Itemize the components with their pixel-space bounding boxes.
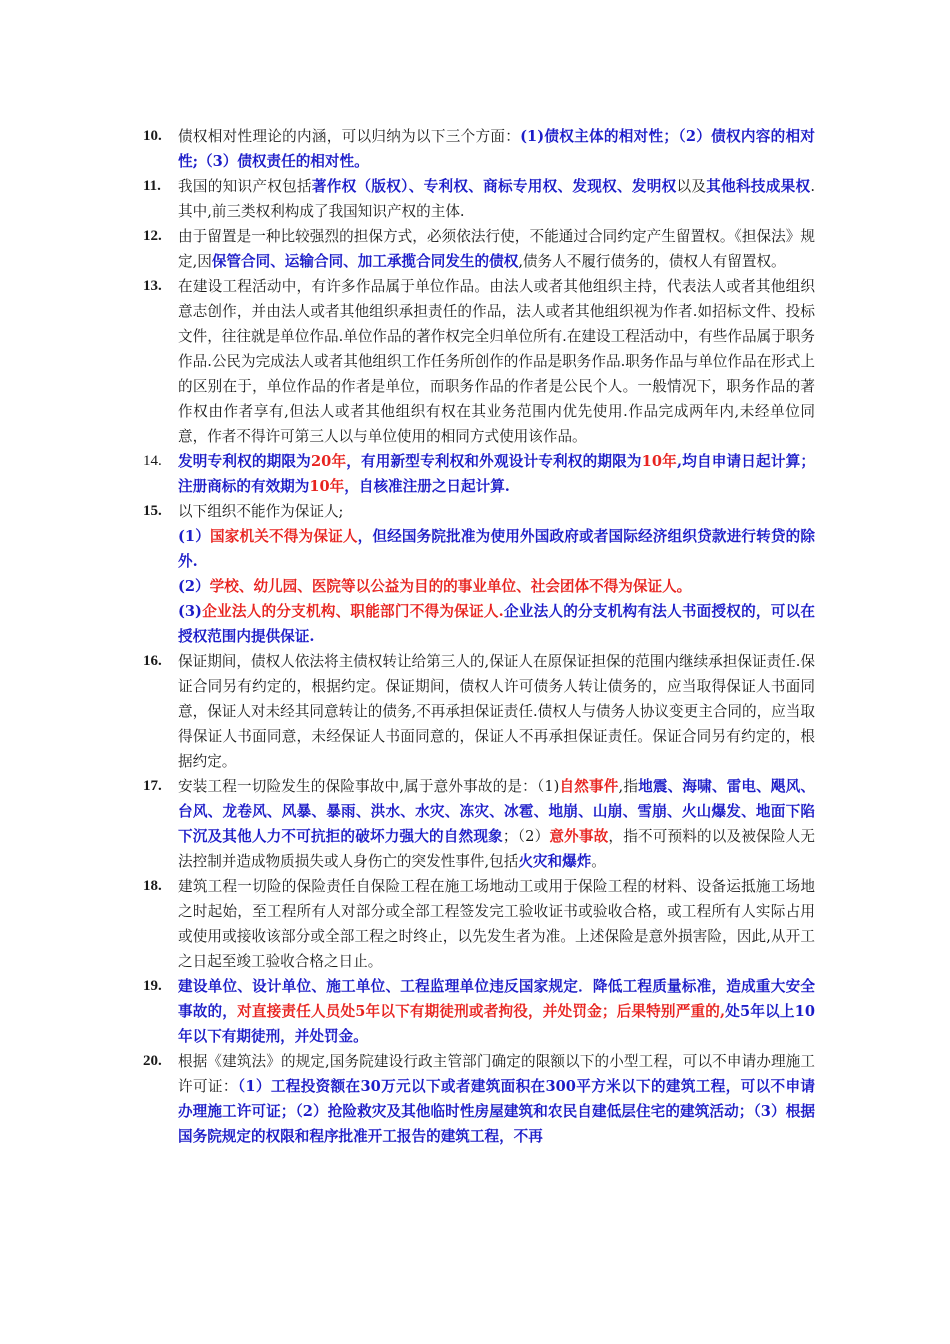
emphasis-blue-text: 火灾和爆炸	[518, 853, 592, 870]
body-text: ,债务人不履行债务的，债权人有留置权。	[518, 253, 786, 270]
emphasis-blue-text: （1）工程投资额在30万元以下或者建筑面积在300平方米以下的建筑工程，可以不申请办理施工许可证；（2）抢险救灾及其他临时性房屋建筑和农民自建低层住宅的建筑活动；（3）根据国务院规定的权限和程序批准开工报告的建筑工程，不再	[178, 1078, 815, 1145]
sub-item	[143, 599, 815, 649]
emphasis-red-text: 10年	[641, 453, 677, 470]
item-text	[178, 874, 815, 974]
body-text: 以及	[676, 178, 707, 195]
item-text	[178, 649, 815, 774]
body-text: 保证期间，债权人依法将主债权转让给第三人的,保证人在原保证担保的范围内继续承担保证责任.保证合同另有约定的，根据约定。保证期间，债权人许可债务人转让债务的，应当取得保证人书面同意，保证人对未经其同意转让的债务,不再承担保证责任.债权人与债务人协议变更主合同的，应当取得保证人书面同意，未经保证人书面同意的，保证人不再承担保证责任。保证合同另有约定的，根据约定。	[178, 653, 815, 770]
item-number: 20.	[143, 1053, 162, 1069]
item-number: 19.	[143, 978, 162, 994]
item-number: 10.	[143, 128, 162, 144]
item-number: 12.	[143, 228, 162, 244]
emphasis-blue-text: ，有用新型专利权和外观设计专利权的期限为	[346, 453, 642, 470]
emphasis-blue-text: (1）	[178, 528, 210, 545]
item-text	[178, 774, 815, 874]
emphasis-blue-text: 地震、海啸、雷电、飓风、台风、龙卷风、风暴、暴雨、洪水、水灾、冻灾、冰雹、地崩、山崩、雪崩、火山爆发、地面下陷下沉及其他人力不可抗拒的破坏力强大的自然现象	[178, 778, 815, 845]
emphasis-red-text: 意外事故	[549, 828, 609, 845]
item-number: 13.	[143, 278, 162, 294]
body-text: 以下组织不能作为保证人;	[178, 503, 344, 520]
emphasis-blue-text: (2）	[178, 578, 210, 595]
emphasis-blue-text: ,均自申请日起计算；注册商标的有效期为	[178, 453, 815, 495]
emphasis-blue-text: 著作权（版权）、专利权、商标专用权、发现权、发明权	[311, 178, 677, 195]
body-text: 债权相对性理论的内涵，可以归纳为以下三个方面：	[178, 128, 521, 145]
emphasis-blue-text: (1)债权主体的相对性；（2）债权内容的相对性;（3）债权责任的相对性。	[178, 128, 815, 170]
body-text: 我国的知识产权包括	[178, 178, 312, 195]
list-item	[143, 774, 815, 874]
emphasis-red-text: 学校、幼儿园、医院等以公益为目的的事业单位、社会团体不得为保证人。	[209, 578, 692, 595]
item-number: 17.	[143, 778, 162, 794]
list-item	[143, 974, 815, 1049]
emphasis-blue-text: 发明专利权的期限为	[178, 453, 311, 470]
item-number: 16.	[143, 653, 162, 669]
item-number: 14.	[143, 453, 162, 469]
item-text	[178, 174, 815, 224]
list-item	[143, 1049, 815, 1149]
emphasis-blue-text: ，自核准注册之日起计算.	[344, 478, 510, 495]
body-text: 由于留置是一种比较强烈的担保方式，必须依法行使，不能通过合同约定产生留置权。《担保法》规定,因	[178, 228, 815, 270]
list-item	[143, 174, 815, 224]
body-text: .其中,前三类权利构成了我国知识产权的主体.	[178, 178, 815, 220]
item-number: 15.	[143, 503, 162, 519]
list-item	[143, 499, 815, 524]
item-number: 11.	[143, 178, 161, 194]
body-text: ，指不可预料的以及被保险人无法控制并造成物质损失或人身伤亡的突发性事件,包括	[178, 828, 815, 870]
emphasis-red-text: 国家机关不得为保证人	[210, 528, 358, 545]
document-body	[143, 124, 815, 1149]
item-text	[178, 224, 815, 274]
emphasis-red-text: 企业法人的分支机构、职能部门不得为保证人.	[201, 603, 504, 620]
list-item	[143, 449, 815, 499]
body-text: ；（2）	[502, 828, 550, 845]
emphasis-red-text: 对直接责任人员处5年以下有期徒刑或者拘役，并处罚金；后果特别严重的,	[237, 1003, 726, 1020]
item-text	[178, 124, 815, 174]
item-number: 18.	[143, 878, 162, 894]
emphasis-blue-text: 建设单位、设计单位、施工单位、工程监理单位违反国家规定．降低工程质量标准，造成重大安全事故的，	[178, 978, 815, 1020]
emphasis-red-text: 自然事件	[559, 778, 619, 795]
emphasis-blue-text: 处5年以上10年以下有期徒刑，并处罚金。	[178, 1003, 815, 1045]
body-text: 建筑工程一切险的保险责任自保险工程在施工场地动工或用于保险工程的材料、设备运抵施工场地之时起始，至工程所有人对部分或全部工程签发完工验收证书或验收合格，或工程所有人实际占用或使用或接收该部分或全部工程之时终止，以先发生者为准。上述保险是意外损害险，因此,从开工之日起至竣工验收合格之日止。	[178, 878, 815, 970]
item-text	[178, 274, 815, 449]
item-text	[178, 499, 815, 524]
list-item	[143, 649, 815, 774]
emphasis-red-text: 10年	[309, 478, 345, 495]
body-text: 安装工程一切险发生的保险事故中,属于意外事故的是：（1)	[178, 778, 560, 795]
emphasis-red-text: 20年	[310, 453, 347, 470]
body-text: 根据《建筑法》的规定,国务院建设行政主管部门确定的限额以下的小型工程，可以不申请办理施工许可证：	[178, 1053, 815, 1095]
emphasis-blue-text: 企业法人的分支机构有法人书面授权的，可以在授权范围内提供保证.	[178, 603, 815, 645]
list-item	[143, 124, 815, 174]
emphasis-blue-text: ，但经国务院批准为使用外国政府或者国际经济组织贷款进行转贷的除外.	[178, 528, 815, 570]
sub-item	[143, 574, 815, 599]
item-text	[178, 449, 815, 499]
body-text: ,指	[618, 778, 639, 795]
list-item	[143, 224, 815, 274]
list-item	[143, 874, 815, 974]
emphasis-blue-text: (3)	[178, 603, 202, 620]
body-text: 。	[591, 853, 606, 870]
item-text	[178, 974, 815, 1049]
emphasis-blue-text: 保管合同、运输合同、加工承揽合同发生的债权	[211, 253, 519, 270]
item-text	[178, 1049, 815, 1149]
sub-item	[143, 524, 815, 574]
emphasis-blue-text: 其他科技成果权	[706, 178, 811, 195]
list-item	[143, 274, 815, 449]
body-text: 在建设工程活动中，有许多作品属于单位作品。由法人或者其他组织主持，代表法人或者其他组织意志创作，并由法人或者其他组织承担责任的作品，法人或者其他组织视为作者.如招标文件、投标文件，往往就是单位作品.单位作品的著作权完全归单位所有.在建设工程活动中，有些作品属于职务作品.公民为完成法人或者其他组织工作任务所创作的作品是职务作品.职务作品与单位作品在形式上的区别在于，单位作品的作者是单位，而职务作品的作者是公民个人。一般情况下，职务作品的著作权由作者享有,但法人或者其他组织有权在其业务范围内优先使用.作品完成两年内,未经单位同意，作者不得许可第三人以与单位使用的相同方式使用该作品。	[178, 278, 815, 445]
